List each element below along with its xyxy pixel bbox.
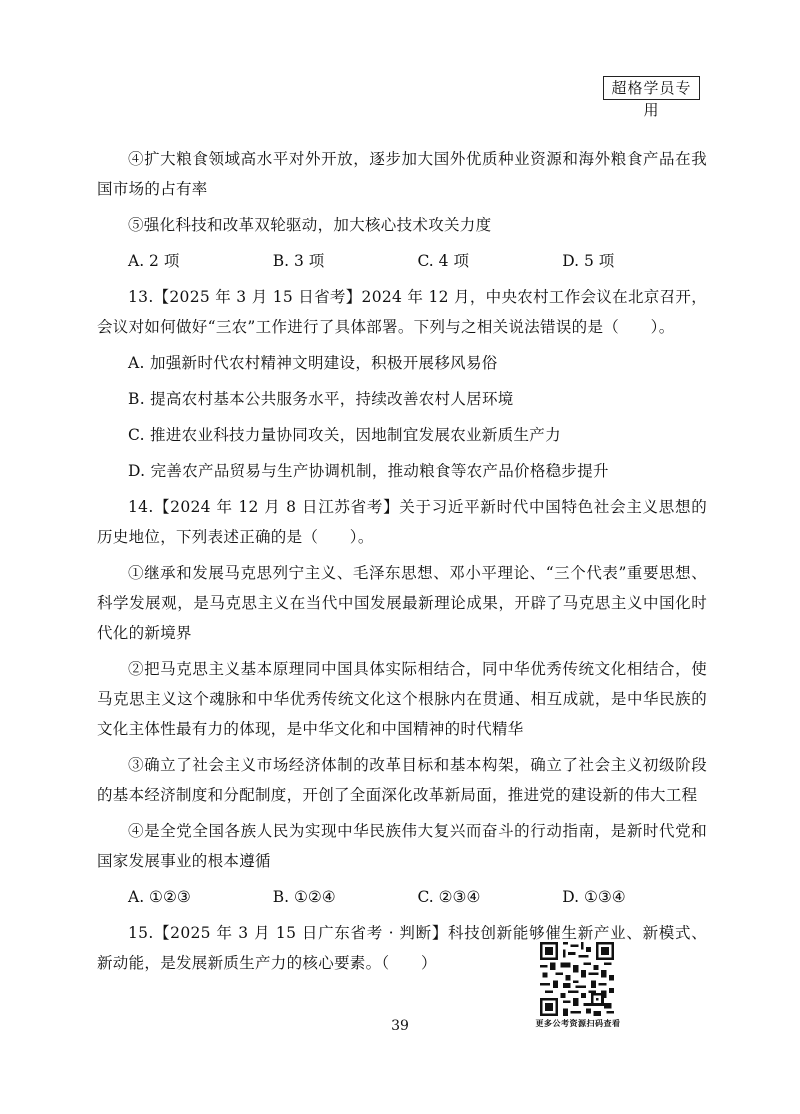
q13-option-d: D. 完善农产品贸易与生产协调机制，推动粮食等农产品价格稳步提升 xyxy=(128,462,609,480)
q13-stem: 13.【2025 年 3 月 15 日省考】2024 年 12 月，中央农村工作会议在北京召开，会议对如何做好“三农”工作进行了具体部署。下列与之相关说法错误的是（ ）。 xyxy=(97,288,707,336)
page-number: 39 xyxy=(391,1018,409,1034)
q13-option-b: B. 提高农村基本公共服务水平，持续改善农村人居环境 xyxy=(128,390,514,408)
q12-option-d: D. 5 项 xyxy=(562,252,615,270)
q13-option-a: A. 加强新时代农村精神文明建设，积极开展移风易俗 xyxy=(128,354,498,372)
qr-caption: 更多公考资源扫码查看 xyxy=(535,1019,621,1028)
q12-options xyxy=(97,246,707,276)
q14-option-c: C. ②③④ xyxy=(417,888,481,906)
q12-option-b: B. 3 项 xyxy=(272,252,325,270)
q14-option-a: A. ①②③ xyxy=(128,888,191,906)
q14-item-2: ②把马克思主义基本原理同中国具体实际相结合，同中华优秀传统文化相结合，使马克思主义这个魂脉和中华优秀传统文化这个根脉内在贯通、相互成就，是中华民族的文化主体性最有力的体现，是中华文化和中国精神的时代精华 xyxy=(97,660,707,738)
q15-stem: 15.【2025 年 3 月 15 日广东省考 · 判断】科技创新能够催生新产业、新模式、新动能，是发展新质生产力的核心要素。（ ） xyxy=(97,924,707,972)
q14-options xyxy=(97,882,707,912)
qr-code-icon[interactable] xyxy=(540,942,614,1016)
q12-option-c: C. 4 项 xyxy=(417,252,469,270)
q14-item-3: ③确立了社会主义市场经济体制的改革目标和基本构架，确立了社会主义初级阶段的基本经济制度和分配制度，开创了全面深化改革新局面，推进党的建设新的伟大工程 xyxy=(97,756,707,804)
exclusive-badge: 超格学员专用 xyxy=(603,76,700,100)
page-content xyxy=(97,144,707,984)
q14-item-4: ④是全党全国各族人民为实现中华民族伟大复兴而奋斗的行动指南，是新时代党和国家发展事业的根本遵循 xyxy=(97,822,707,870)
q14-option-d: D. ①③④ xyxy=(562,888,626,906)
q12-item-4: ④扩大粮食领域高水平对外开放，逐步加大国外优质种业资源和海外粮食产品在我国市场的占有率 xyxy=(97,150,707,198)
q13-option-c: C. 推进农业科技力量协同攻关，因地制宜发展农业新质生产力 xyxy=(128,426,561,444)
q14-option-b: B. ①②④ xyxy=(272,888,336,906)
q14-stem: 14.【2024 年 12 月 8 日江苏省考】关于习近平新时代中国特色社会主义思想的历史地位，下列表述正确的是（ ）。 xyxy=(97,498,707,546)
q12-option-a: A. 2 项 xyxy=(128,252,180,270)
q12-item-5: ⑤强化科技和改革双轮驱动，加大核心技术攻关力度 xyxy=(128,216,492,234)
q14-item-1: ①继承和发展马克思列宁主义、毛泽东思想、邓小平理论、“三个代表”重要思想、科学发展观，是马克思主义在当代中国发展最新理论成果，开辟了马克思主义中国化时代化的新境界 xyxy=(97,564,707,642)
